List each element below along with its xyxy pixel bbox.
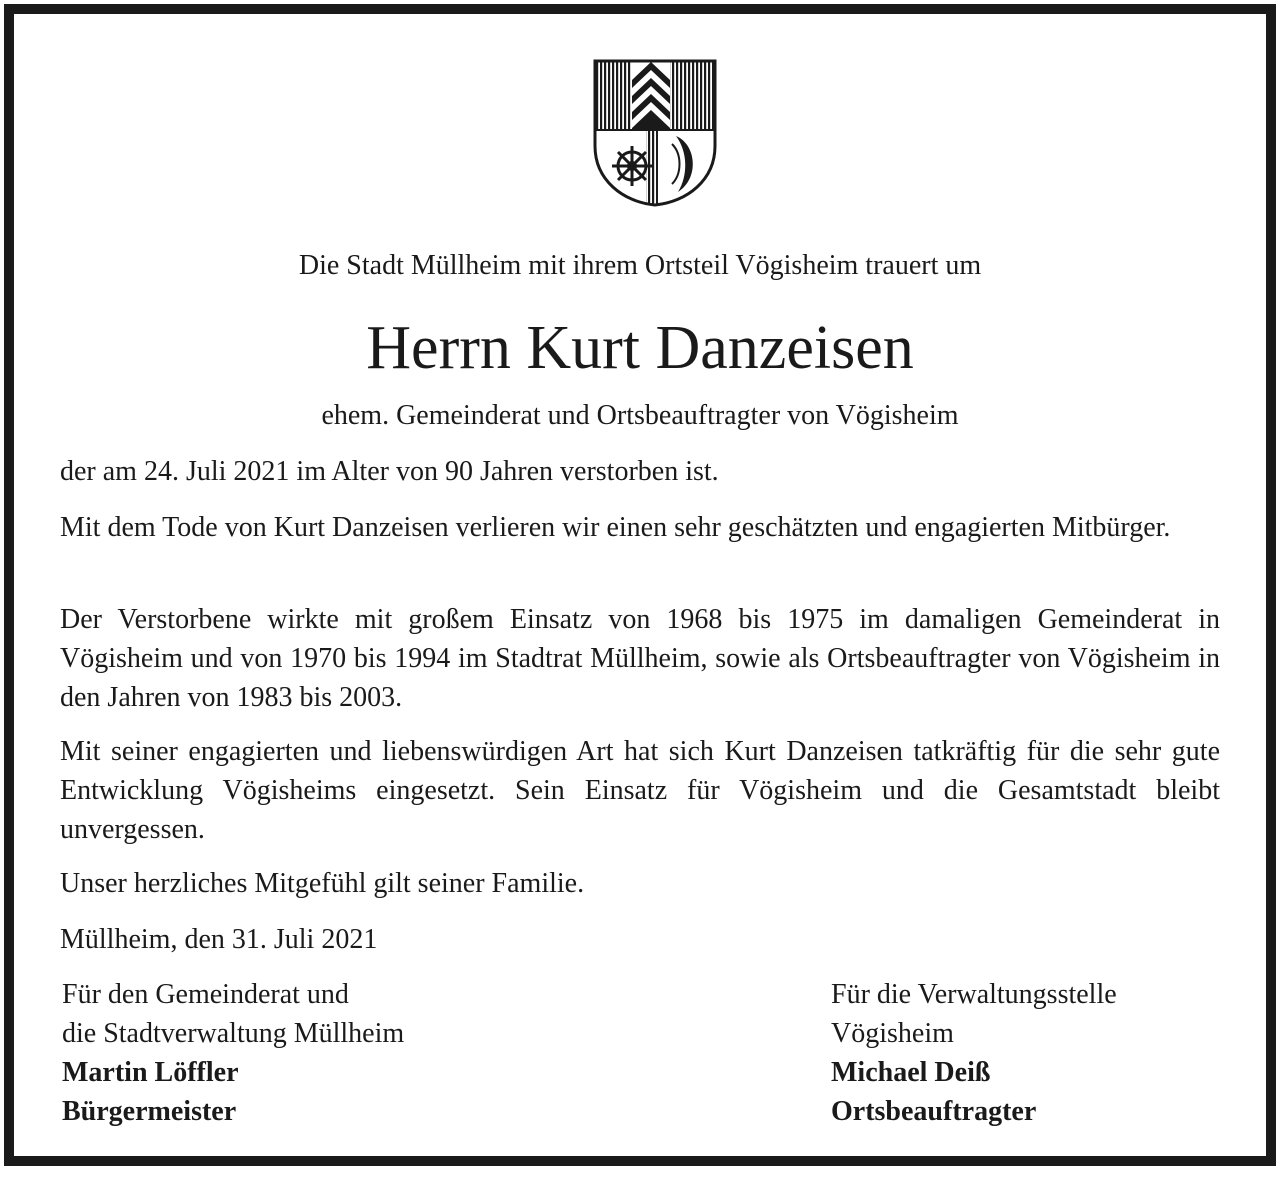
coat-of-arms-icon bbox=[592, 58, 718, 208]
paragraph-tribute: Mit seiner engagierten und liebenswürdigen Art hat sich Kurt Danzeisen tatkräftig für die sehr gute Entwicklung Vögisheims eingesetzt. Sein Einsatz für Vögisheim und die Gesamtstadt bleibt unvergessen. bbox=[60, 736, 1220, 845]
signature-left-name: Martin Löffler bbox=[62, 1057, 239, 1088]
signature-left-title: Bürgermeister bbox=[62, 1096, 237, 1127]
signature-right-line2: Vögisheim bbox=[831, 1018, 954, 1049]
place-date: Müllheim, den 31. Juli 2021 bbox=[60, 924, 378, 955]
signature-left-line2: die Stadtverwaltung Müllheim bbox=[62, 1018, 405, 1049]
paragraph-death-date: der am 24. Juli 2021 im Alter von 90 Jahren verstorben ist. bbox=[60, 456, 719, 487]
paragraph-loss: Mit dem Tode von Kurt Danzeisen verlieren wir einen sehr geschätzten und engagierten Mitbürger. bbox=[60, 512, 1171, 543]
signature-block-left bbox=[62, 975, 404, 1131]
signature-right-line1: Für die Verwaltungsstelle bbox=[831, 979, 1117, 1010]
deceased-role: ehem. Gemeinderat und Ortsbeauftragter von Vögisheim bbox=[321, 400, 959, 431]
signature-block-right bbox=[831, 975, 1117, 1131]
signature-right-name: Michael Deiß bbox=[831, 1057, 991, 1088]
paragraph-career: Der Verstorbene wirkte mit großem Einsatz von 1968 bis 1975 im damaligen Gemeinderat in Vögisheim und von 1970 bis 1994 im Stadtrat Müllheim, sowie als Ortsbeauftragter von Vögisheim in den Jahren von 1983 bis 2003. bbox=[60, 604, 1220, 713]
deceased-name: Herrn Kurt Danzeisen bbox=[366, 314, 914, 382]
signature-right-title: Ortsbeauftragter bbox=[831, 1096, 1037, 1127]
intro-line: Die Stadt Müllheim mit ihrem Ortsteil Vögisheim trauert um bbox=[298, 250, 982, 281]
paragraph-condolence: Unser herzliches Mitgefühl gilt seiner Familie. bbox=[60, 868, 585, 899]
signature-left-line1: Für den Gemeinderat und bbox=[62, 979, 349, 1010]
